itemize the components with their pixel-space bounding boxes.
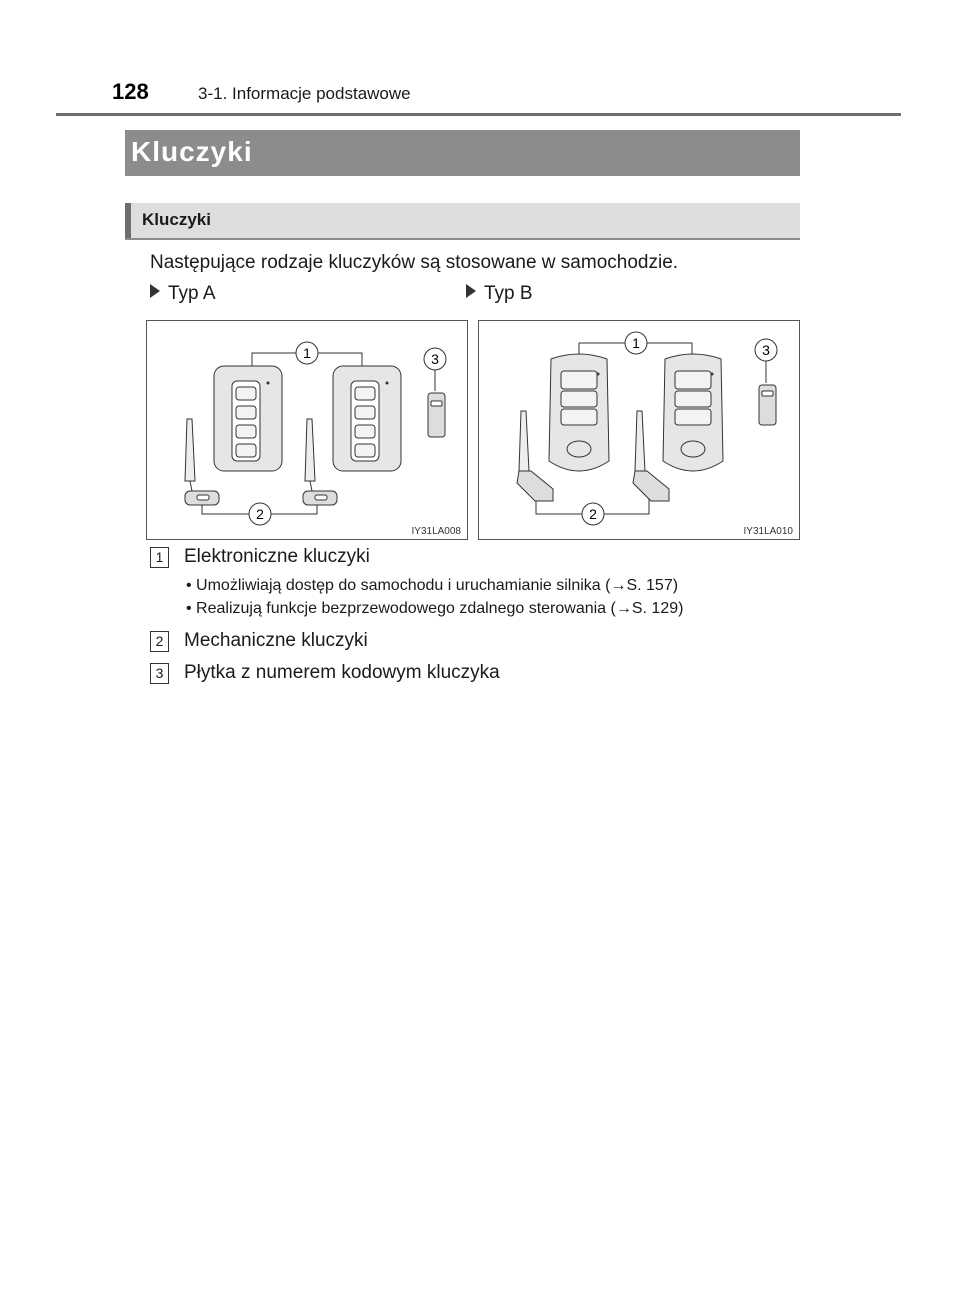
item-number-3: 3	[150, 663, 169, 684]
page-title-bar	[125, 130, 800, 176]
item-number-2: 2	[150, 631, 169, 652]
section-path: 3-1. Informacje podstawowe	[198, 84, 411, 103]
subsection-title: Kluczyki	[142, 210, 211, 229]
triangle-bullet-icon	[466, 284, 476, 298]
page-header	[0, 0, 960, 120]
smart-key-right	[333, 366, 401, 471]
figure-type-b	[478, 320, 800, 540]
callout-3-a	[424, 348, 446, 370]
smart-key-left	[549, 354, 609, 471]
smart-key-right	[663, 354, 723, 471]
type-a-label	[150, 283, 216, 305]
callout-2-a	[249, 503, 271, 525]
key-illustration-type-b	[479, 321, 799, 539]
svg-text:2: 2	[589, 506, 597, 522]
svg-text:1: 1	[303, 345, 311, 361]
type-a-text: Typ A	[168, 283, 216, 304]
item-number-1: 1	[150, 547, 169, 568]
figure-type-a	[146, 320, 468, 540]
item-label-electronic-keys: Elektroniczne kluczyki	[184, 546, 370, 567]
triangle-bullet-icon	[150, 284, 160, 298]
mechanical-key-right	[303, 419, 337, 505]
code-plate-b	[759, 385, 776, 425]
key-illustration-type-a	[147, 321, 467, 539]
page-title: Kluczyki	[131, 136, 253, 167]
mechanical-key-left	[517, 411, 553, 501]
svg-text:3: 3	[762, 342, 770, 358]
figure-code-a: IY31LA008	[411, 526, 461, 537]
bullet-engine-start: • Umożliwiają dostęp do samochodu i uruchamianie silnika (→S. 157)	[186, 577, 679, 594]
callout-1-b	[625, 332, 647, 354]
code-plate-a	[428, 393, 445, 437]
figure-code-b: IY31LA010	[743, 526, 793, 537]
callout-2-b	[582, 503, 604, 525]
type-b-text: Typ B	[484, 283, 533, 304]
svg-text:1: 1	[632, 335, 640, 351]
type-b-label	[466, 283, 533, 305]
item-label-mechanical-keys: Mechaniczne kluczyki	[184, 630, 368, 651]
svg-text:2: 2	[256, 506, 264, 522]
callout-3-b	[755, 339, 777, 361]
header-rule	[56, 113, 901, 116]
bullet-remote-control: • Realizują funkcje bezprzewodowego zdalnego sterowania (→S. 129)	[186, 600, 684, 617]
page-number: 128	[112, 79, 149, 104]
item-label-code-plate: Płytka z numerem kodowym kluczyka	[184, 662, 500, 683]
callout-1-a	[296, 342, 318, 364]
intro-text: Następujące rodzaje kluczyków są stosowane w samochodzie.	[150, 252, 679, 273]
subsection-bar	[125, 203, 800, 240]
svg-text:3: 3	[431, 351, 439, 367]
subsection-accent	[125, 203, 131, 238]
smart-key-left	[214, 366, 282, 471]
